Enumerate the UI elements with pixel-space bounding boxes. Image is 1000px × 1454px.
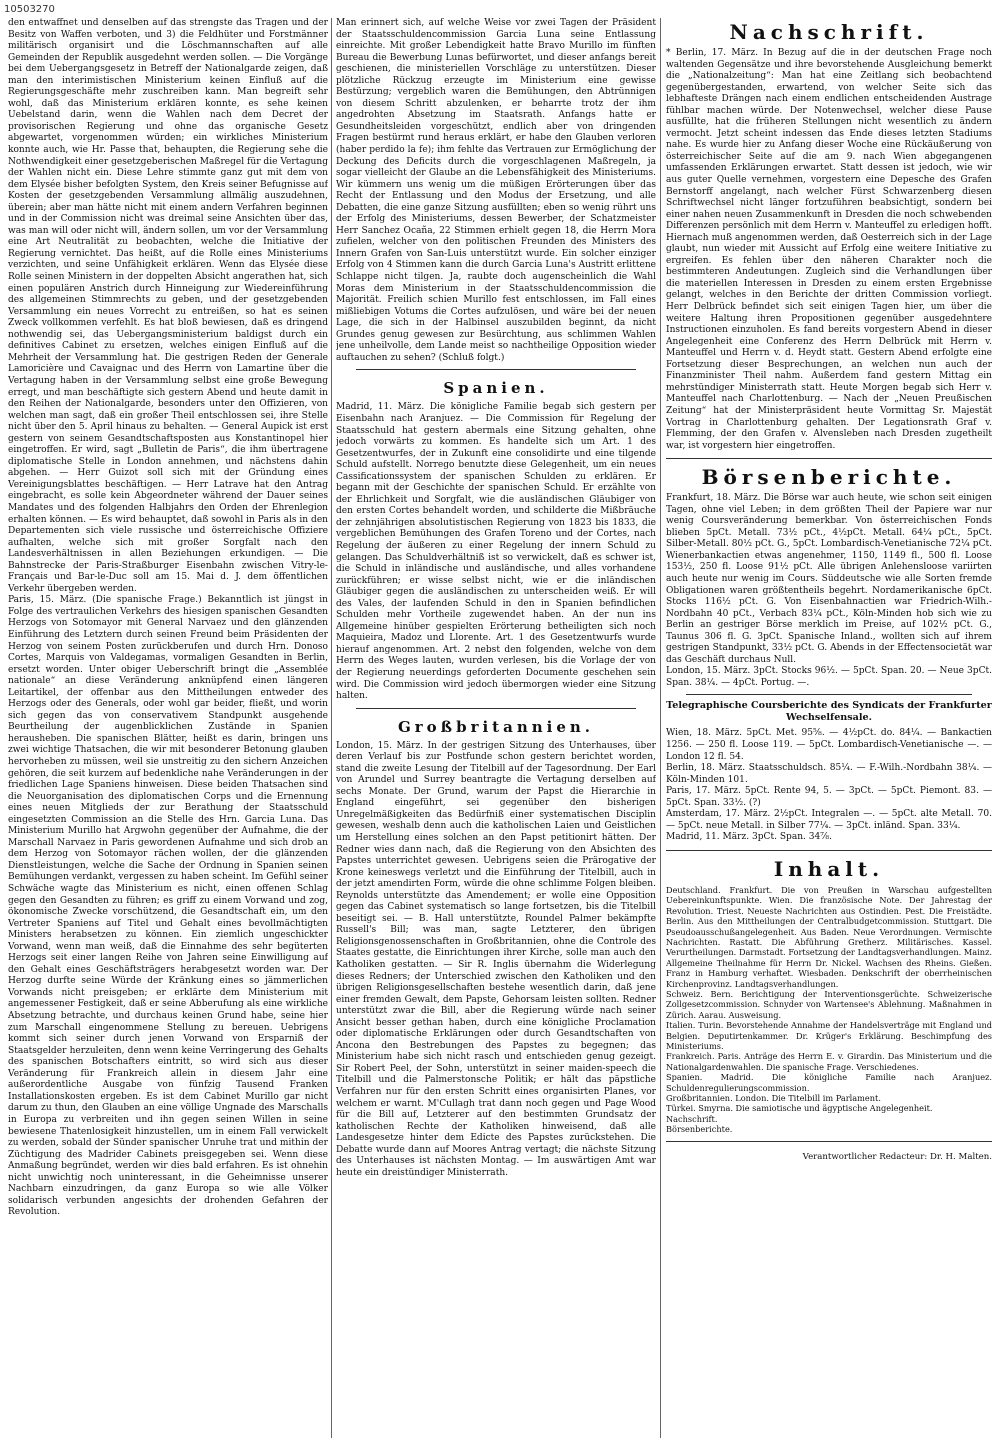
toc-entry: Spanien. Madrid. Die königliche Familie nach Aranjuez. Schuldenregulierungscommission.: [666, 1072, 992, 1093]
article-paragraph: Madrid, 11. März. Die königliche Familie begab sich gestern per Eisenbahn nach Aranjuez. — Die Commission für Regelung der Staatsschuld hat gestern abermals eine Sitzung gehalten, ohne jedoch vorwärts zu kommen. Es handelte sich um Art. 1 des Gesetzentwurfes, der in Zukunft eine consolidirte und eine tilgende Schuld aufstellt. Norrego benutzte diese Gelegenheit, um ein neues Cassificationssystem der spanischen Schulden zu erklären. Er begann mit der Geschichte der spanischen Schuld. Er erzählte von der Ehrlichkeit und Sorgfalt, wie die ausländischen Gläubiger von den ersten Cortes behandelt worden, und schilderte die Mißbräuche der zehnjährigen absolutistischen Regierung von 1823 bis 1833, die vergeblichen Bemühungen des Grafen Toreno und der Cortes, nach Regelung der äußeren zu einer Regelung der innern Schuld zu gelangen. Das Schuldverhältniß ist so verwickelt, daß es schwer ist, die Schuld in inländische und ausländische, und alles vorhandene zurückführen; er wisse selbst nicht, wie er die inländischen Gläubiger gegen die ausländischen zu unterscheiden weiß. Er will des Vales, der laufenden Schuld in den in Spanien befindlichen Schulden mehr Vortheile zugewendet haben. An der nun ins Allgemeine hinüber gespielten Erörterung betheiligten sich noch Maquieira, Madoz und Llorente. Art. 1 des Gesetzentwurfs wurde hierauf angenommen. Art. 2 nebst den folgenden, welche von dem Herrn des Weges lauten, wurden verlesen, bis die Vorlage der von der Regierung neuerdings geforderten Documente geschehen sein wird. Die Commission wird jedoch übermorgen wieder eine Sitzung halten.: [336, 402, 656, 702]
toc-entry: Deutschland. Frankfurt. Die von Preußen in Warschau aufgestellten Uebereinkunftspunkte. Wien. Die französische Note. Der Jahrestag der Revolution. Triest. Neueste Nachrichten aus Ostindien. Pest. Die Freistädte. Berlin. Aus den Mittheilungen der Centralbudgetcommission. Stuttgart. Die Pseudoausschußangelegenheit. Aus Baden. Neue Verordnungen. Vermischte Nachrichten. Rastatt. Die Abführung Gretherz. Militärisches. Kassel. Verurtheilungen. Darmstadt. Fortsetzung der Landtagsverhandlungen. Mainz. Allgemeine Theilnahme für Herrn Dr. Nickel. Wachsen des Rheins. Gießen. Franz in Hamburg verhaftet. Wiesbaden. Denkschrift der oberrheinischen Kirchenprovinz. Landtagsverhandlungen.: [666, 884, 992, 989]
toc-entry: Schweiz. Bern. Berichtigung der Interventionsgerüchte. Schweizerische Zollgesetzcommission. Schnyder von Wartensee's Ablehnung. Maßnahmen in Zürich. Aarau. Ausweisung.: [666, 988, 992, 1020]
table-of-contents: [666, 885, 992, 1135]
article-paragraph: London, 15. März. In der gestrigen Sitzung des Unterhauses, über deren Verlauf bis zur Postfunde schon gestern berichtet worden, stand die zweite Lesung der Titelbill auf der Tagesordnung. Der Earl von Arundel und Surrey beantragte die Vertagung derselben auf sechs Monate. Der Grund, warum der Papst die Hierarchie in England eingeführt, sei gegenüber den bisherigen Unregelmäßigkeiten das Bedürfniß einer systematischen Disciplin gewesen, weshalb denn auch die katholischen Laien und Geistlichen um Herstellung eines solchen an den Papst petitionirt hätten. Der Redner wies dann nach, daß die Regierung von den Absichten des Papstes unterrichtet gewesen. Uebrigens seien die Prärogative der Krone keineswegs verletzt und die Einführung der Titelbill, auch in der jetzt amendirten Form, würde die ohne schlimme Folgen bleiben. Reynolds unterstützte das Amendement; er wolle eine Opposition gegen das Cabinet systematisch so lange fortsetzen, bis die Titelbill beseitigt sei. — B. Hall unterstützte, Roundel Palmer bekämpfte Russell's Bill; was man, sagte Letzterer, den übrigen Religionsgenossenschaften in Großbritannien, ohne die Controle des Staates gestatte, die Einrichtungen ihrer Kirche, solle man auch den Katholiken gestatten. — Sir R. Inglis übernahm die Widerlegung dieses Redners; der Unterschied zwischen den Katholiken und den übrigen Religionsgesellschaften bestehe wesentlich darin, daß jene einer fremden Gewalt, dem Papste, Gehorsam leisten sollten. Redner unterstützt zwar die Bill, aber die Regierung würde nach seiner Ansicht besser gethan haben, durch eine königliche Proclamation oder diplomatische Erklärungen oder durch Gesandtschaften von Ancona den Bestrebungen des Papstes zu begegnen; das Ministerium habe sich nicht rasch und entschieden genug gezeigt. Sir Robert Peel, der Sohn, unterstützt in seiner maiden-speech die Titelbill und die Palmerstonsche Politik; er hält das päpstliche Verfahren nur für den ersten Schritt eines organisirten Planes, vor welchem er warnt. M'Cullagh trat dann noch gegen und Page Wood für die Bill auf, Letzterer auf den bestimmten Grundsatz der katholischen Rechte der Katholiken hinweisend, daß alle Landesgesetze hinter dem Edicte des Papstes zurückstehen. Die Debatte wurde dann auf Moores Antrag vertagt; die nächste Sitzung des Unterhauses ist nächsten Montag. — Im auswärtigen Amt war heute ein dreistündiger Ministerrath.: [336, 740, 656, 1178]
toc-entry: Italien. Turin. Bevorstehende Annahme der Handelsverträge mit England und Belgien. Deputirtenkammer. Dr. Krüger's Erklärung. Beschimpfung des Ministeriums.: [666, 1020, 992, 1051]
telegraph-line: Berlin, 18. März. Staatsschuldsch. 85¼. — F.-Wilh.-Nordbahn 38¼. — Köln-Minden 101.: [666, 763, 992, 785]
column-3: [666, 18, 992, 1438]
toc-entry: Türkei. Smyrna. Die samiotische und ägyptische Angelegenheit.: [666, 1103, 933, 1114]
toc-entry: Nachschrift.: [666, 1113, 718, 1124]
editor-credit: Verantwortlicher Redacteur: Dr. H. Malten.: [802, 1151, 992, 1162]
separator: [666, 1141, 992, 1142]
section-heading-grossbritannien: Großbritannien.: [397, 717, 595, 736]
column-1: [8, 18, 328, 1438]
separator: [356, 708, 636, 709]
column-divider: [331, 18, 332, 1438]
column-divider: [660, 18, 661, 1438]
article-paragraph: den entwaffnet und denselben auf das strengste das Tragen und der Besitz von Waffen verboten, und 3) die Feldhüter und Forstmänner militärisch organisirt und die Löschmannschaften auf alle Gemeinden der Republik ausgedehnt werden sollen. — Die Vorgänge bei dem Uebergangsgesetz in Betreff der Nationalgarde zeigen, daß man den interimistischen Ministerium keinen Einfluß auf die Regierungsgeschäfte mehr zuschreiben kann. Man begreift sehr wohl, daß das Ministerium erklären konnte, es sehe keinen Uebelstand darin, wenn die Wahlen nach dem Decret der provisorischen Regierung und ohne das organische Gesetz abgewartet, vorgenommen würden; ein wirkliches Ministerium konnte auch, wie Hr. Passe that, behaupten, die Regierung sehe die Nothwendigkeit einer gesetzgeberischen Maßregel für die Vertagung der Wahlen nicht ein. Diese Lehre stimmte ganz gut mit dem von dem Elysée bisher befolgten System, den Kreis seiner Befugnisse auf Kosten der gesetzgebenden Versammlung allmälig auszudehnen, überein; aber man hätte nicht mit einem andern Verfahren beginnen und in der Commission nicht was dreimal seine Ansichten über das, was man will oder nicht will, ändern sollen, um vor der Versammlung eine Art Neutralität zu beobachten, welche die Initiative der Regierung vernichtet. Das heißt, auf die Rolle eines Ministeriums verzichten, und seine Unfähigkeit erklären. Wenn das Elysée diese Rolle seinen Ministern in der doppelten Absicht angerathen hat, sich einen populären Anstrich durch Hinneigung zur Wiedereinführung des allgemeinen Stimmrechts zu geben, und der gesetzgebenden Versammlung ein neues Vorrecht zu entreißen, so hat es seinen Zweck vollkommen verfehlt. Es hat bloß bewiesen, daß es dringend nothwendig sei, das Uebergangsministerium baldigst durch ein definitives Cabinet zu ersetzen, welches einigen Einfluß auf die Mehrheit der Versammlung hat. Die gestrigen Reden der Generale Lamoricière und Cavaignac und des Herrn von Lamartine über die Vertagung haben in der Versammlung selbst eine große Bewegung erregt, und man beschäftigte sich gestern Abend und heute damit in den Reihen der Nationalgarde, besonders unter den Offizieren, von welchen man sagt, daß ein großer Theil entschlossen sei, ihre Stelle nicht über den 5. April hinaus zu behalten. — General Aupick ist erst gestern von seinem Gesandtschaftsposten aus Konstantinopel hier eingetroffen. Er wird, sagt „Bulletin de Paris“, die ihm übertragene diplomatische Stelle in London annehmen, und nächstens dahin abgehen. — Herr Guizot soll sich mit der Gründung eines Vereinigungsblattes beschäftigen. — Herr Latrave hat den Antrag eingebracht, es solle kein Abgeordneter während der Dauer seines Mandates und des folgenden Halbjahrs den Orden der Ehrenlegion erhalten können. — Es wird behauptet, daß sowohl in Paris als in den Departementen sich viele russische und österreichische Offiziere aufhalten, welche sich mit großer Sorgfalt nach den Landesverhältnissen in allen Beziehungen erkundigen. — Die Bahnstrecke der Paris-Straßburger Eisenbahn zwischen Vitry-le-Français und Bar-le-Duc soll am 15. Mai d. J. dem öffentlichen Verkehr übergeben werden.: [8, 18, 328, 594]
telegraph-line: Wien, 18. März. 5pCt. Met. 95⅝. — 4½pCt. do. 84¼. — Bankactien 1256. — 250 fl. Loose 119. — 5pCt. Lombardisch-Venetianische —. — London 12 fl. 54.: [666, 728, 992, 762]
separator: [356, 369, 636, 370]
toc-entry: Börsenberichte.: [666, 1124, 733, 1135]
section-heading-spanien: Spanien.: [443, 379, 549, 398]
separator: [666, 458, 992, 459]
section-heading-inhalt: Inhalt.: [773, 856, 885, 881]
section-heading-nachschrift: Nachschrift.: [729, 20, 929, 44]
telegraph-heading: Telegraphische Coursberichte des Syndicats der Frankfurter Wechselfensale.: [666, 700, 992, 724]
toc-entry: Großbritannien. London. Die Titelbill im Parlament.: [666, 1093, 881, 1104]
article-paragraph: Paris, 15. März. (Die spanische Frage.) Bekanntlich ist jüngst in Folge des vertraulichen Verkehrs des hiesigen spanischen Gesandten Herzogs von Sotomayor mit General Narvaez und den glänzenden Einführung des Letztern durch seinen Freund beim Präsidenten der Herzog von seinem Posten zurückberufen und durch Hrn. Donoso Cortes, Marquis von Valdegamas, vormaligen Gesandten in Berlin, ersetzt worden. Unter obiger Ueberschrift bringt die „Assemblée nationale“ an diese Veränderung anknüpfend einen längeren Leitartikel, der offenbar aus den Mittheilungen entweder des Herzogs oder des Generals, oder wohl gar beider, fließt, und worin sich gegen das von conservativem Standpunkt ausgehende Beurtheilung der augenblicklichen Zustände in Spanien herausheben. Die spanischen Blätter, heißt es darin, bringen uns zwei wichtige Thatsachen, die wir mit besonderer Betonung glauben hervorheben zu müssen, weil sie unstreitig zu den sichern Anzeichen gehören, die seit kurzem auf bedenkliche nahe Veränderungen in der friedlichen Lage Spaniens hinweisen. Diese beiden Thatsachen sind die Neuorganisation des diplomatischen Corps und die Ernennung eines neuen Mitglieds der zur Berathung der Staatsschuld eingesetzten Commission an die Stelle des Hrn. Garcia Luna. Das Ministerium Murillo hat Argwohn gegenüber der Aufnahme, die der Marschall Narvaez in Paris gewordenen Aufnahme und sich drob an dem Herzog von Sotomayor rächen wollen, der die glänzenden Dienstleistungen, welche die Sache der Ordnung in Spanien seinen Bemühungen verdankt, vergessen zu haben scheint. Im Gefühl seiner Schwäche wagte das Ministerium es nicht, einen offenen Schlag gegen den Gesandten zu führen; es griff zu einem Vorwand und zog, ökonomische Zwecke vorschützend, die Gesandtschaft ein, um den Vertreter Spaniens auf Titel und Gehalt eines bevollmächtigten Ministers herabsetzen zu können. Ein ziemlich ungeschickter Vorwand, wenn man weiß, daß die Einnahme des sehr begüterten Herzogs seit einer langen Reihe von Jahren seine Einwilligung auf den Gehalt eines Geschäftsträgers herabgesetzt worden war. Der Herzog durfte seine Würde der Kränkung eines so jämmerlichen Vorwands nicht preisgeben; er erklärte dem Ministerium mit angemessener Festigkeit, daß er seine Abberufung als eine wirkliche Absetzung betrachte, und durchaus keinen Grund habe, seine hier zum Marschall eingenommene Stellung zu bereuen. Uebrigens kommt sich seiner durch jenen Vorwand von Ersparniß der Staatsgelder herzuleiten, denn wenn keine Verringerung des Gehalts des spanischen Botschafters eintritt, so wird sich aus dieser Veränderung für Frankreich allein in diesem Jahr eine außerordentliche Ausgabe von fünfzig Tausend Franken Installationskosten ergeben. Es ist dem Cabinet Murillo gar nicht darum zu thun, den Glauben an eine völlige Ungnade des Marschalls in Europa zu verbreiten und ihn gegen seinen Willen in seine bewiesene Thatenlosigkeit hinzustellen, um in einem Fall verwickelt zu werden, sobald der Sünder spanischer Unruhe trat und mithin der Züchtigung des Madrider Cabinets preisgegeben sei. Wenn diese Anmaßung begründet, werden wir dies bald erfahren. Es ist ohnehin nicht unwichtig noch uninteressant, in die Geheimnisse unserer Nachbarn einzudringen, da ganz Europa so wie alle Völker solidarisch verbunden angesichts der drohenden Gefahren der Revolution.: [8, 595, 328, 1218]
article-paragraph: Frankfurt, 18. März. Die Börse war auch heute, wie schon seit einigen Tagen, ohne viel Leben; in dem größten Theil der Papiere war nur wenig Coursveränderung bemerkbar. Von österreichischen Fonds blieben 5pCt. Metall. 73½ pCt., 4½pCt. Metall. 64¼ pCt., 5pCt. Silber-Metall. 80½ pCt. G., 5pCt. Lombardisch-Venetianische 72¼ pCt. Wienerbankactien etwas angenehmer, 1150, 1149 fl., 500 fl. Loose 153½, 250 fl. Loose 91½ pCt. Alle übrigen Anlehensloose variirten auch heute nur wenig im Cours. Süddeutsche wie alle Sorten fremde Obligationen waren größtentheils begehrt. Nordamerikanische 6pCt. Stocks 116½ pCt. G. Von Eisenbahnactien war Friedrich-Wilh.-Nordbahn 40 pCt., Verbach 83¼ pCt., Köln-Minden hob sich wie zu Berlin an gestriger Börse merklich im Preise, auf 102½ pCt. G., Taunus 306 fl. G. 3pCt. Spanische Inland., wollten sich auf ihrem gestrigen Standpunkt, 33½ pCt. G. Abends in der Effectensocietät war das Geschäft durchaus Null.: [666, 493, 992, 665]
telegraph-line: Amsterdam, 17. März. 2½pCt. Integralen —. — 5pCt. alte Metall. 70. — 5pCt. neue Metall. in Silber 77¼. — 3pCt. inländ. Span. 33¼.: [666, 809, 992, 831]
article-paragraph: * Berlin, 17. März. In Bezug auf die in der deutschen Frage noch waltenden Gegensätze und ihre bevorstehende Ausgleichung bemerkt die „Nationalzeitung“: Man hat eine Zeitlang sich beobachtend gegenübergestanden, erwartend, von welcher Seite sich das lebhafteste Drängen nach einem endlichen entscheidenden Austrage fühlbar machen würde. Der Notenwechsel, welcher diese Pause ausfüllte, hat die früheren Stellungen nicht wesentlich zu ändern vermocht. Jetzt scheint indessen das Ende dieses letzten Stadiums nahe. Es wurde hier zu Anfang dieser Woche eine Rückäußerung von österreichischer Seite auf die am 9. nach Wien abgegangenen umfassenden Erklärungen erwartet. Statt dessen ist jedoch, wie wir aus guter Quelle vernehmen, vorgestern eine Depesche des Grafen Bernstorff angelangt, nach welcher Fürst Schwarzenberg diesen Schriftwechsel nicht länger fortzuführen beabsichtigt, sondern bei einer nahen neuen Zusammenkunft in Dresden die noch schwebenden Differenzen persönlich mit dem Herrn v. Manteuffel zu erledigen hofft. Hiernach muß angenommen werden, daß Oesterreich sich in der Lage glaubt, nun wieder mit Aussicht auf Erfolg eine weitere Initiative zu ergreifen. Es fehlen über den näheren Charakter noch die bestimmteren Andeutungen. Zugleich sind die Verhandlungen über die materiellen Interessen in Dresden zu einem ersten Ergebnisse gelangt, welches in den Berichte der dritten Commission vorliegt. Herr Delbrück befindet sich seit einigen Tagen hier, um über die weitere Haltung ihren Propositionen gegenüber ausgedehntere Instructionen einzuholen. Es fand bereits vorgestern Abend in dieser Angelegenheit eine Conferenz des Herrn Delbrück mit Herrn v. Manteuffel und Herrn v. d. Heydt statt. Gestern Abend erfolgte eine Fortsetzung dieser Besprechungen, an welchen nun auch der Finanzminister Theil nahm. Außerdem fand gestern Mittag ein mehrstündiger Ministerrath statt. Heute Morgen begab sich Herr v. Manteuffel nach Charlottenburg. — Nach der „Neuen Preußischen Zeitung“ hat der Ministerpräsident heute Vormittag Sr. Majestät Vortrag in Charlottenburg gehalten. Der Legationsrath Graf v. Flemming, der den Grafen v. Alvensleben nach Dresden zugetheilt war, ist vorgestern hier eingetroffen.: [666, 48, 992, 451]
page-id: 10503270: [4, 4, 55, 15]
london-quote-line: London, 15. März. 3pCt. Stocks 96½. — 5pCt. Span. 20. — Neue 3pCt. Span. 38¼. — 4pCt. Portug. —.: [666, 666, 992, 688]
article-paragraph: Man erinnert sich, auf welche Weise vor zwei Tagen der Präsident der Staatsschuldencommission Garcia Luna seine Entlassung einreichte. Mit großer Lebendigkeit hatte Bravo Murillo im fünften Bureau die Bewerbung Lunas befürwortet, und dieser anfangs bereit geschienen, die ministeriellen Vorschläge zu unterstützen. Dieser plötzliche Rückzug erzeugte im Ministerium eine gewisse Bestürzung; vergeblich waren die Bemühungen, den Abtrünnigen von diesem Schritt abzulenken, er beharrte trotz der ihm angedrohten Absetzung im Staatsrath. Anfangs hatte er Gesundheitsleiden vorgeschützt, endlich aber von dringenden Fragen bestürmt rund heraus erklärt, er habe den Glauben verloren (haber perdido la fe); ihm fehlte das Vertrauen zur Ermöglichung der Deckung des Deficits durch die vorgeschlagenen Maßregeln, ja sogar vielleicht der Glaube an die Lebensfähigkeit des Ministeriums. Wir kümmern uns wenig um die müßigen Erörterungen über das Recht der Entlassung und den Modus der Ersetzung, und alle Debatten, die eine ganze Sitzung ausfüllten; eben so wenig rührt uns der Erfolg des Ministeriums, dessen Bewerber, der Schatzmeister Herr Sanchez Ocaña, 22 Stimmen erhielt gegen 18, die Herrn Mora zufielen, welcher von den politischen Freunden des Ministers des Innern Grafen von San-Luis unterstützt wurde. Ein solcher einziger Erfolg von 4 Stimmen kann die durch Garcia Luna's Austritt erlittene Schlappe nicht tilgen. Ja, raubte doch augenscheinlich die Wahl Moras dem Ministerium in der Staatsschuldencommission die Majorität. Freilich schien Murillo fest entschlossen, im Fall eines mißliebigen Votums die Cortes aufzulösen, und wäre bei der neuen Lage, die sich in der Halbinsel auszubilden beginnt, da nicht Grundes genug gewesen zur Besürchtung, aus schlimmen Wahlen jene unheilvolle, dem Lande meist so nachtheilige Opposition wieder auftauchen zu sehen? (Schluß folgt.): [336, 18, 656, 363]
section-heading-boersenberichte: Börsenberichte.: [701, 465, 957, 490]
separator: [666, 850, 992, 851]
telegraph-line: Madrid, 11. März. 3pCt. Span. 34⅞.: [666, 832, 832, 843]
telegraph-line: Paris, 17. März. 5pCt. Rente 94, 5. — 3pCt. — 5pCt. Piemont. 83. — 5pCt. Span. 33½. (?): [666, 786, 992, 808]
toc-entry: Frankreich. Paris. Anträge des Herrn E. v. Girardin. Das Ministerium und die Nationalgardenwahlen. Die spanische Frage. Verschiedenes.: [666, 1051, 992, 1072]
separator: [686, 694, 972, 695]
column-2: [336, 18, 656, 1438]
